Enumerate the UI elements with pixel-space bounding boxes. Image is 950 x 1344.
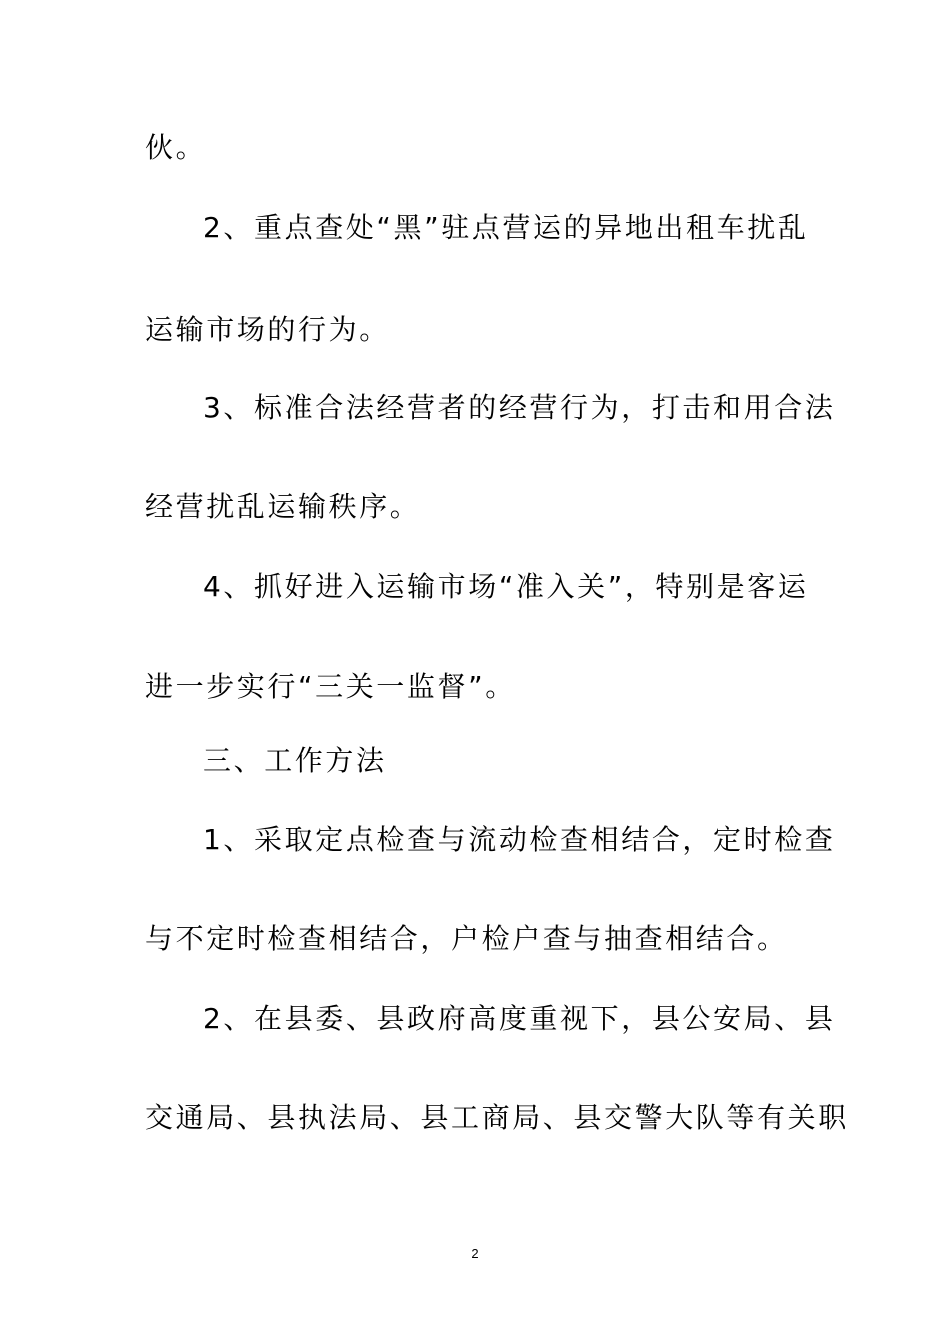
text-line-method-1: 1、采取定点检查与流动检查相结合，定时检查 (203, 823, 836, 856)
text-line-item-4: 4、抓好进入运输市场“准入关”，特别是客运 (203, 570, 809, 603)
text-line-item-2-cont: 运输市场的行为。 (145, 313, 390, 346)
text-line-item-3-cont: 经营扰乱运输秩序。 (145, 490, 421, 523)
text-line-item-2: 2、重点查处“黑”驻点营运的异地出租车扰乱 (203, 211, 809, 244)
text-line-method-2-cont: 交通局、县执法局、县工商局、县交警大队等有关职 (145, 1101, 849, 1134)
text-line-continuation: 伙。 (145, 131, 207, 164)
text-line-item-4-cont: 进一步实行“三关一监督”。 (145, 670, 516, 703)
text-line-method-1-cont: 与不定时检查相结合，户检户查与抽查相结合。 (145, 922, 788, 955)
section-heading-work-methods: 三、工作方法 (203, 744, 387, 777)
text-line-item-3: 3、标准合法经营者的经营行为，打击和用合法 (203, 391, 836, 424)
page-number: 2 (471, 1246, 479, 1261)
text-line-method-2: 2、在县委、县政府高度重视下，县公安局、县 (203, 1002, 836, 1035)
